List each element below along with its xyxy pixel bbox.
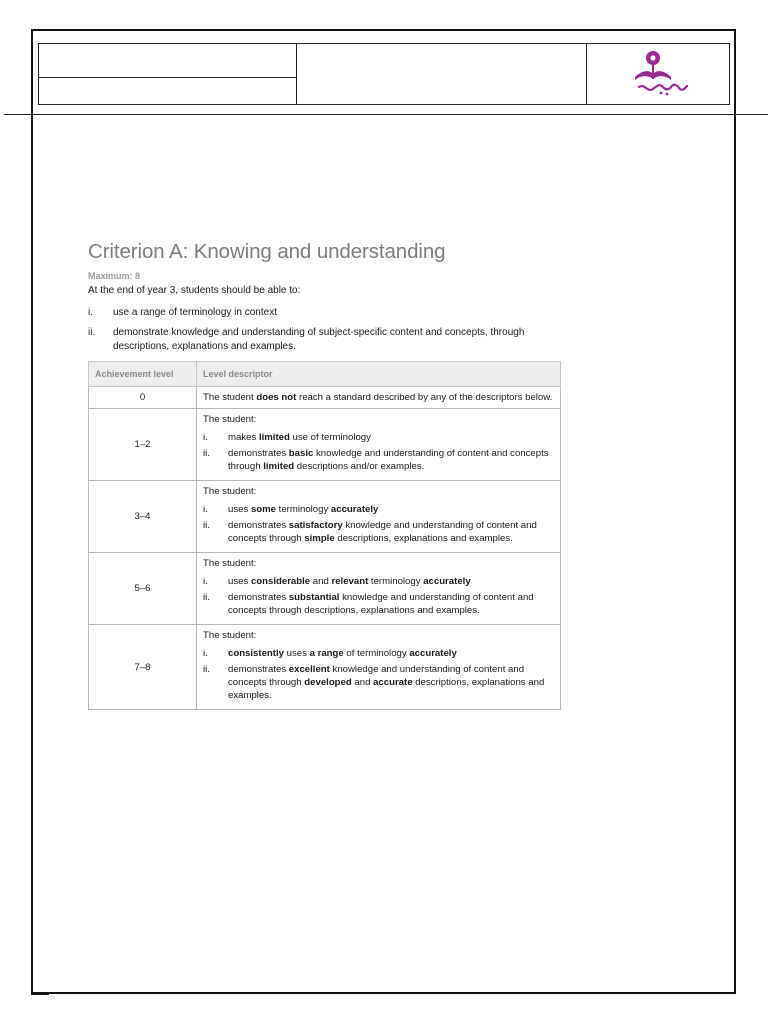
header-cell-left-top xyxy=(39,44,297,78)
header-cell-left-bottom xyxy=(39,78,297,104)
descriptor-number: i. xyxy=(203,648,208,659)
level-descriptor xyxy=(197,553,561,625)
descriptor-item xyxy=(203,575,554,588)
descriptor-intro: The student: xyxy=(203,486,257,497)
header-table xyxy=(38,43,730,105)
descriptor-number: ii. xyxy=(203,664,210,675)
achievement-level: 1–2 xyxy=(89,409,197,481)
rubric-row xyxy=(89,625,561,710)
rubric-table xyxy=(88,361,561,710)
descriptor-text: demonstrates substantial knowledge and understanding of content and concepts through descriptions, explanations and examples. xyxy=(228,592,534,616)
maximum-score: Maximum: 8 xyxy=(88,271,141,281)
descriptor-number: ii. xyxy=(203,592,210,603)
header-rule xyxy=(4,114,768,115)
criterion-section xyxy=(88,238,568,360)
objective-item xyxy=(88,306,568,320)
achievement-level: 3–4 xyxy=(89,481,197,553)
emphasis-term: accurately xyxy=(423,576,471,587)
emphasis-term: some xyxy=(250,504,276,515)
achievement-level: 5–6 xyxy=(89,553,197,625)
column-header-level-descriptor: Level descriptor xyxy=(197,362,561,387)
intro-text: At the end of year 3, students should be able to: xyxy=(88,285,301,296)
descriptor-intro: The student: xyxy=(203,414,257,425)
level-descriptor: The student does not reach a standard described by any of the descriptors below. xyxy=(197,387,561,409)
rubric-header-row xyxy=(89,362,561,387)
emphasis-term: does not xyxy=(256,392,297,403)
rubric-body xyxy=(89,387,561,710)
achievement-level: 7–8 xyxy=(89,625,197,710)
objective-item xyxy=(88,326,568,354)
emphasis-term: substantial xyxy=(288,592,340,603)
descriptor-text: demonstrates satisfactory knowledge and understanding of content and concepts through simple descriptions, explanations and examples. xyxy=(228,520,537,544)
column-header-achievement-level: Achievement level xyxy=(89,362,197,387)
descriptor-intro: The student: xyxy=(203,630,257,641)
page-corner-mark xyxy=(31,992,49,995)
rubric-row xyxy=(89,481,561,553)
descriptor-item xyxy=(203,663,554,702)
descriptor-intro: The student: xyxy=(203,558,257,569)
descriptor-text: makes limited use of terminology xyxy=(228,432,371,443)
emphasis-term: accurate xyxy=(373,677,413,688)
descriptor-number: ii. xyxy=(203,448,210,459)
descriptor-item xyxy=(203,519,554,545)
emphasis-term: excellent xyxy=(288,664,330,675)
emphasis-term: limited xyxy=(263,461,295,472)
descriptor-number: i. xyxy=(203,576,208,587)
criterion-title: Criterion A: Knowing and understanding xyxy=(88,240,446,263)
descriptor-item xyxy=(203,431,554,444)
objective-text: use a range of terminology in context xyxy=(113,307,277,318)
rubric-row xyxy=(89,553,561,625)
level-descriptor xyxy=(197,409,561,481)
emphasis-term: a range xyxy=(309,648,344,659)
objectives-list xyxy=(88,306,568,354)
achievement-level: 0 xyxy=(89,387,197,409)
emphasis-term: simple xyxy=(304,533,335,544)
school-logo-icon xyxy=(631,49,689,99)
descriptor-number: i. xyxy=(203,504,208,515)
emphasis-term: developed xyxy=(304,677,352,688)
descriptor-item xyxy=(203,647,554,660)
rubric-row xyxy=(89,409,561,481)
header-cell-logo xyxy=(587,44,729,104)
descriptor-item xyxy=(203,447,554,473)
descriptor-item xyxy=(203,591,554,617)
emphasis-term: consistently xyxy=(228,648,284,659)
emphasis-term: accurately xyxy=(330,504,379,515)
objective-number: i. xyxy=(88,307,93,318)
descriptor-item xyxy=(203,503,554,516)
rubric-row xyxy=(89,387,561,409)
descriptor-text: demonstrates basic knowledge and understanding of content and concepts through limited descriptions and/or examples. xyxy=(228,448,549,472)
emphasis-term: relevant xyxy=(331,576,369,587)
emphasis-term: accurately xyxy=(409,648,457,659)
descriptor-number: ii. xyxy=(203,520,210,531)
objective-number: ii. xyxy=(88,327,96,338)
descriptor-text: demonstrates excellent knowledge and understanding of content and concepts through developed and accurate descriptions, explanations and examples. xyxy=(228,664,545,701)
emphasis-term: considerable xyxy=(250,576,311,587)
descriptor-text: uses some terminology accurately xyxy=(228,504,379,515)
level-descriptor xyxy=(197,625,561,710)
objective-text: demonstrate knowledge and understanding of subject-specific content and concepts, through descriptions, explanations and examples. xyxy=(113,327,525,352)
header-cell-middle xyxy=(297,44,587,104)
level-descriptor xyxy=(197,481,561,553)
descriptor-number: i. xyxy=(203,432,208,443)
emphasis-term: satisfactory xyxy=(288,520,343,531)
emphasis-term: basic xyxy=(288,448,314,459)
descriptor-text: uses considerable and relevant terminology accurately xyxy=(228,576,471,587)
emphasis-term: limited xyxy=(258,432,290,443)
descriptor-text: consistently uses a range of terminology accurately xyxy=(228,648,457,659)
